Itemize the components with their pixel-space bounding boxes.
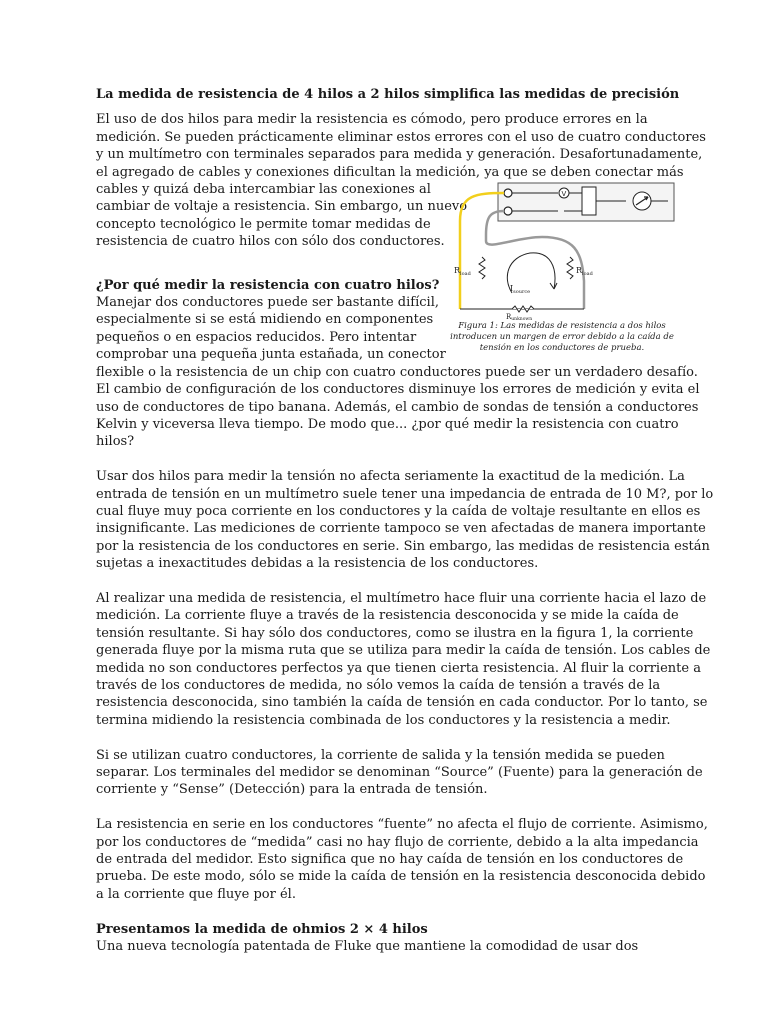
caption-line: Figura 1: Las medidas de resistencia a dos hilos [458,321,666,331]
resistor-left [479,257,485,279]
label-r-load-left: $R_{load}$ [454,266,471,277]
paragraph-4 [96,747,703,799]
label-i-source: $I_{source}$ [510,284,531,295]
text-line: de entrada del medidor. Esto significa que no hay caída de tensión en los conductores de [96,852,684,867]
text-line: comprobar una pequeña junta estañada, un conector [96,347,446,363]
current-loop-arrow [507,253,555,293]
text-line: insignificante. Las mediciones de corriente tampoco se ven afectadas de manera importante [96,521,706,537]
text-line: cables y quizá deba intercambiar las conexiones al [96,182,431,198]
resistor-unknown [512,306,534,312]
source-box [582,187,596,215]
text-line: tensión resultante. Si hay sólo dos conductores, como se ilustra en la figura 1, la corriente [96,625,694,641]
section-heading: ¿Por qué medir la resistencia con cuatro hilos? [96,277,440,293]
spacer [96,729,672,746]
spacer [96,103,672,111]
text-line: Manejar dos conductores puede ser bastante difícil, [96,295,439,311]
current-loop-arrowhead [550,283,557,289]
spacer [96,799,672,816]
text-line: prueba. De este modo, sólo se mide la caída de tensión en la resistencia desconocida debido [96,869,706,885]
label-r-load-right: $R_{load}$ [576,266,593,277]
text-line: uso de conductores de tipo banana. Además, el cambio de sondas de tensión a conductores [96,399,699,415]
text-line: medición. Se pueden prácticamente eliminar estos errores con el uso de cuatro conductores [96,129,706,145]
text-line: concepto tecnológico le permite tomar medidas de [96,216,431,232]
spacer [96,573,672,590]
text-line: Kelvin y viceversa lleva tiempo. De modo que... ¿por qué medir la resistencia con cuatro [96,416,679,432]
text-line: través de los conductores de medida, no sólo vemos la caída de tensión a través de la [96,677,661,693]
section-heading: Presentamos la medida de ohmios 2 × 4 hilos [96,921,428,937]
section2-paragraph [96,938,672,955]
text-line: cual fluye muy poca corriente en los conductores y la caída de voltaje resultante en ellos es [96,503,701,519]
voltmeter-v: V [561,190,567,198]
text-line: entrada de tensión en un multímetro suele tener una impedancia de entrada de 10 M?, por lo [96,486,714,502]
text-line: cambiar de voltaje a resistencia. Sin embargo, un nuevo [96,199,468,215]
text-line: Si se utilizan cuatro conductores, la corriente de salida y la tensión medida se pueden [96,747,665,763]
text-line: generada fluye por la misma ruta que se utiliza para medir la caída de tensión. Los cables de [96,643,711,659]
text-line: especialmente si se está midiendo en componentes [96,312,434,328]
text-line: separar. Los terminales del medidor se denominan “Source” (Fuente) para la generación de [96,764,703,780]
figure-caption [446,321,678,354]
paragraph-3 [96,590,711,729]
text-line: La resistencia en serie en los conductores “fuente” no afecta el flujo de corriente. Asimismo, [96,817,708,833]
text-line: pequeños o en espacios reducidos. Pero intentar [96,329,417,345]
terminal-top [504,189,512,197]
text-line: El uso de dos hilos para medir la resistencia es cómodo, pero produce errores en la [96,112,648,128]
text-line: por los conductores de “medida” casi no hay flujo de corriente, debido a la alta impedancia [96,834,699,850]
caption-line: tensión en los conductores de prueba. [479,343,645,353]
text-line: corriente y “Sense” (Detección) para la entrada de tensión. [96,782,488,798]
circuit-diagram [446,181,678,321]
text-line: Usar dos hilos para medir la tensión no afecta seriamente la exactitud de la medición. La [96,469,685,485]
text-line: y un multímetro con terminales separados para medida y generación. Desafortunadamente, [96,147,703,163]
label-r-unknown: Runknown [506,313,533,321]
text-line: resistencia de cuatro hilos con sólo dos conductores. [96,234,445,250]
paragraph-2 [96,468,714,572]
gray-test-lead [486,211,584,309]
spacer [96,451,672,468]
text-line: sujetas a inexactitudes debidas a la resistencia de los conductores. [96,556,539,572]
text-line: El cambio de configuración de los conductores disminuye los errores de medición y evita el [96,382,700,398]
text-line: resistencia desconocida, sino también la caída de tensión en cada conductor. Por lo tanto, se [96,695,708,711]
resistor-right [567,257,573,279]
terminal-bottom [504,207,512,215]
text-line: medición. La corriente fluye a través de la resistencia desconocida y se mide la caída de [96,608,679,624]
document-title: La medida de resistencia de 4 hilos a 2 hilos simplifica las medidas de precisión [96,87,680,102]
spacer [96,903,672,920]
text-line: Al realizar una medida de resistencia, el multímetro hace fluir una corriente hacia el lazo de [96,590,707,606]
caption-line: introducen un margen de error debido a la caída de [450,332,674,342]
text-line: a la corriente que fluye por él. [96,886,296,902]
figure-1 [446,181,678,361]
text-line: por la resistencia de los conductores en serie. Sin embargo, las medidas de resistencia están [96,538,710,554]
text-line: hilos? [96,434,135,450]
text-line: flexible o la resistencia de un chip con cuatro conductores puede ser un verdadero desafío. [96,364,698,380]
text-line: medida no son conductores perfectos ya que tienen cierta resistencia. Al fluir la corriente a [96,660,701,676]
paragraph-5 [96,816,708,903]
text-line: el agregado de cables y conexiones dificultan la medición, ya que se deben conectar más [96,164,684,180]
text-line: Una nueva tecnología patentada de Fluke que mantiene la comodidad de usar dos [96,939,639,955]
text-line: termina midiendo la resistencia combinada de los conductores y la resistencia a medir. [96,712,671,728]
